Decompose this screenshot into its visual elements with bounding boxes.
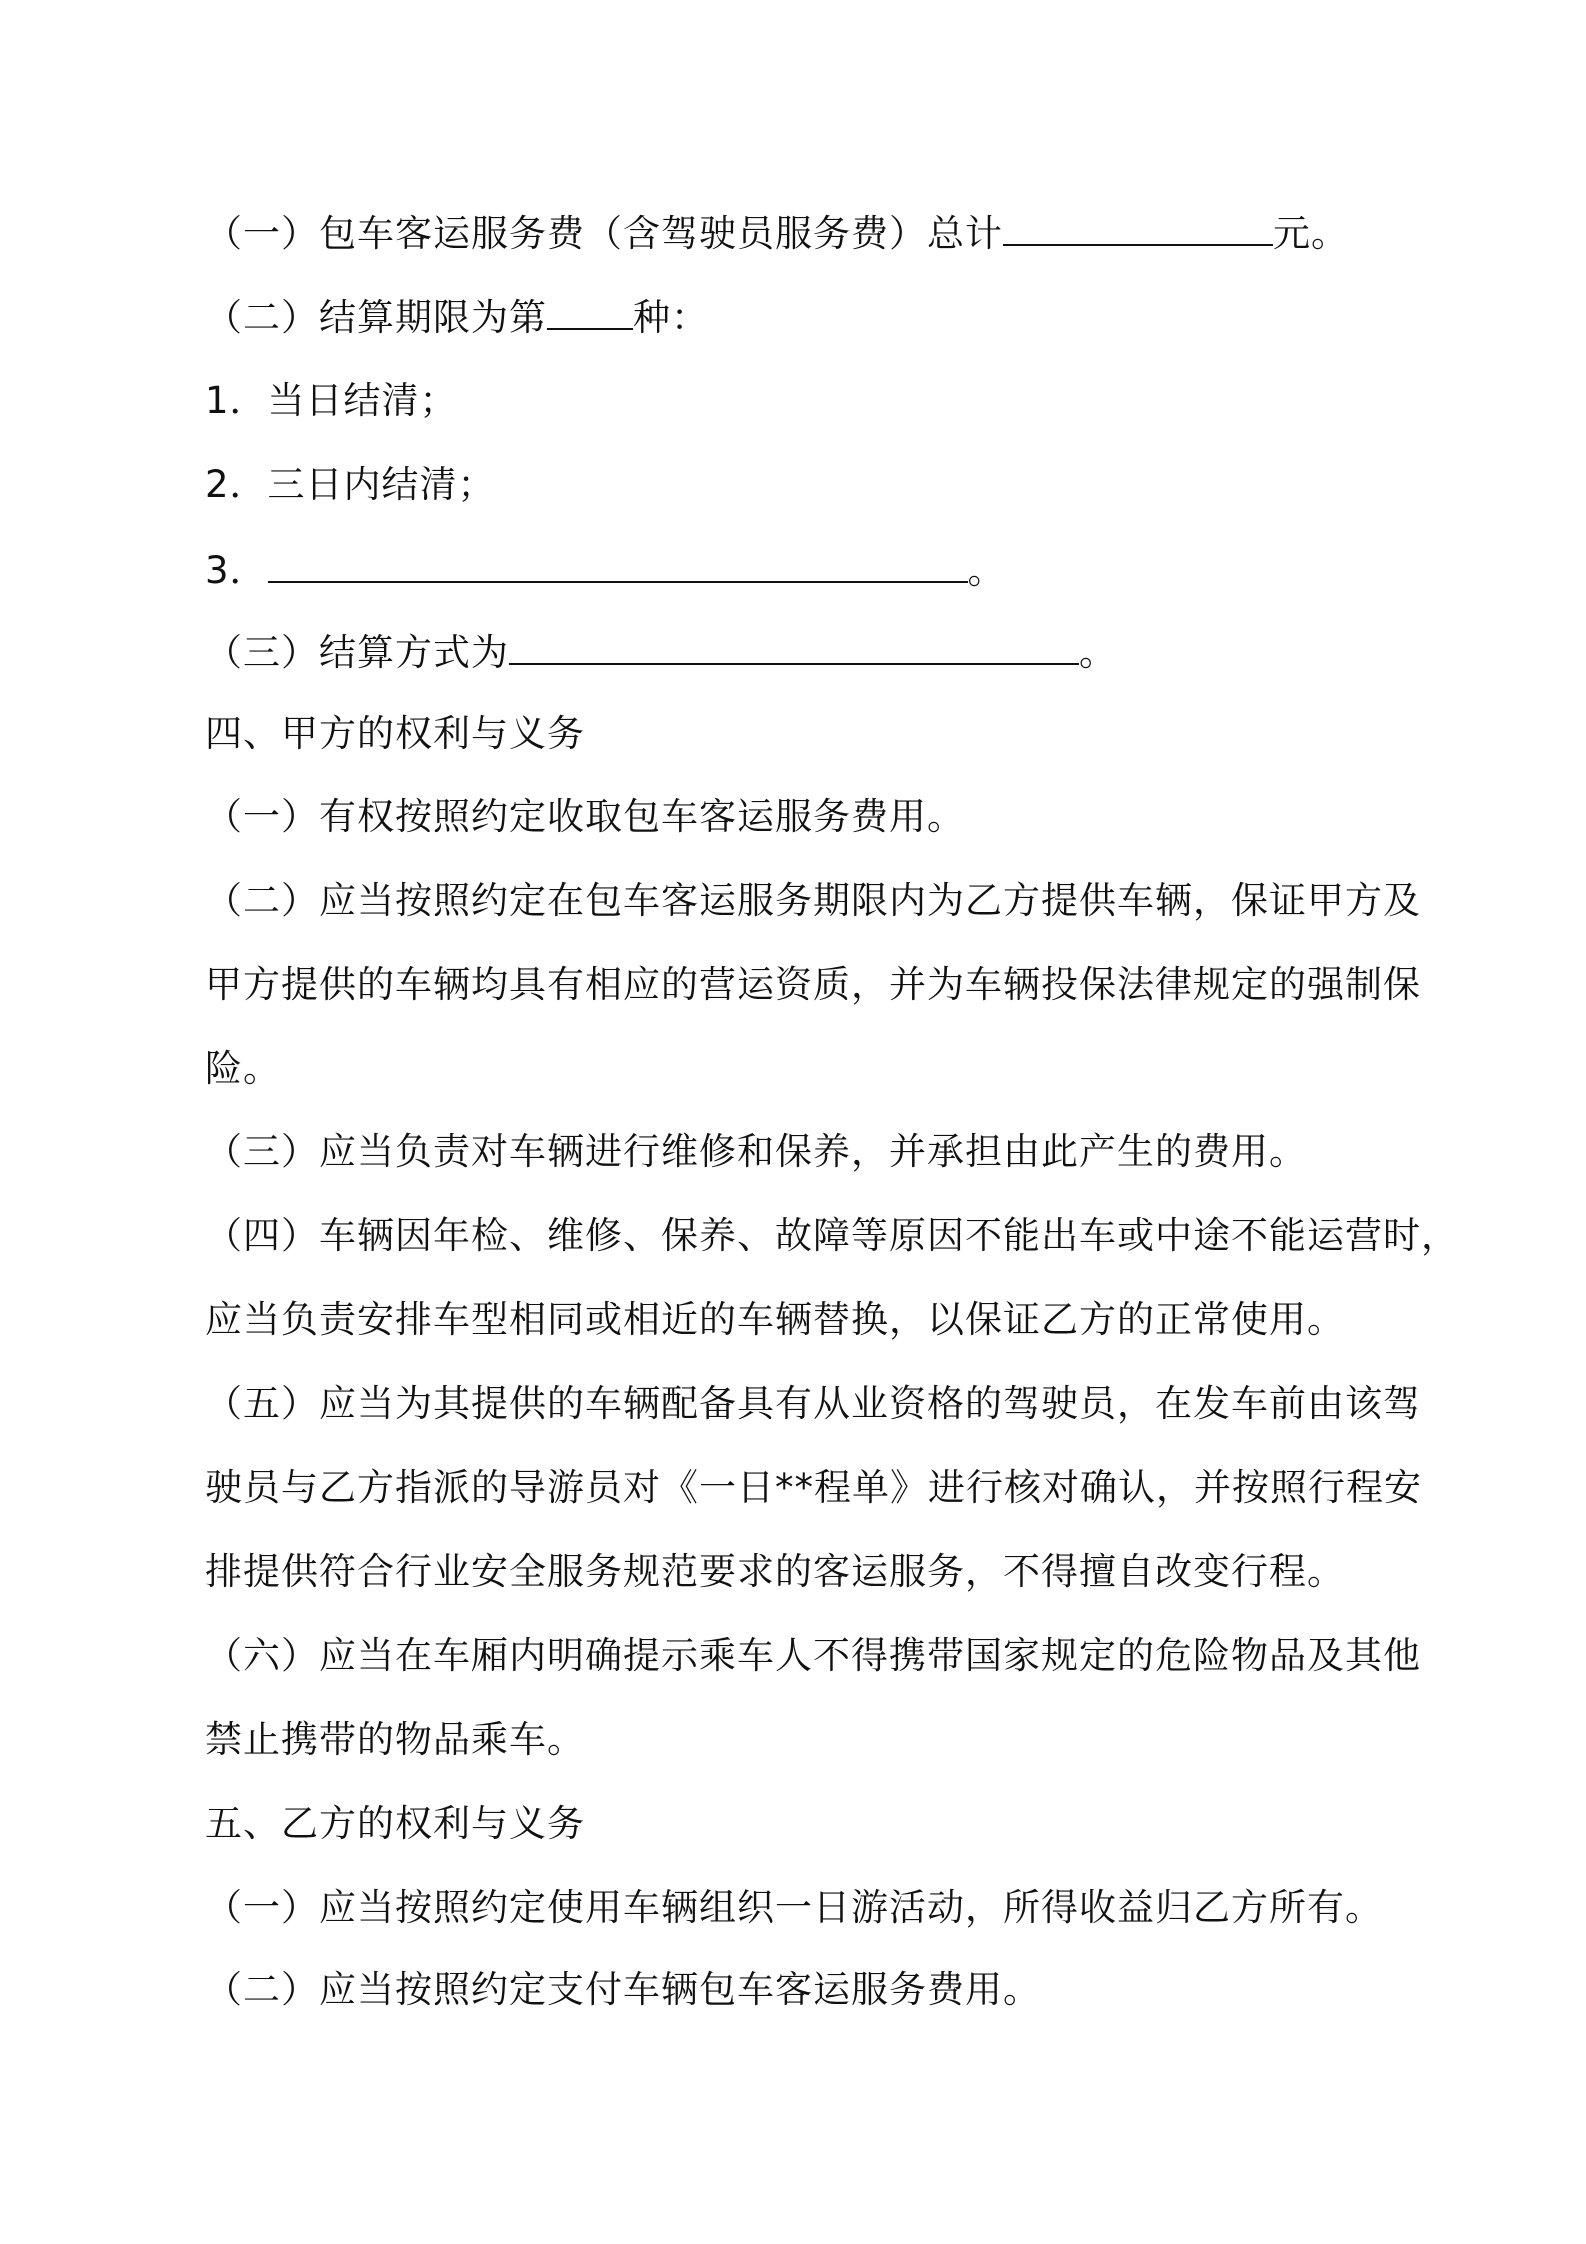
settlement-method-line	[205, 629, 1405, 677]
party-a-clause-2-line-1: （二）应当按照约定在包车客运服务期限内为乙方提供车辆，保证甲方及	[205, 879, 1421, 922]
party-a-clause-2-line-2: 甲方提供的车辆均具有相应的营运资质，并为车辆投保法律规定的强制保	[205, 963, 1421, 1006]
party-a-clause-5-line-3: 排提供符合行业安全服务规范要求的客运服务，不得擅自改变行程。	[205, 1550, 1345, 1593]
option-three-days: 2．三日内结清；	[205, 463, 496, 506]
option-same-day: 1．当日结清；	[205, 379, 458, 422]
section-heading-party-a: 四、甲方的权利与义务	[205, 712, 585, 755]
fee-total-line	[205, 210, 1405, 258]
option-other-suffix: 。	[967, 549, 1006, 592]
option-other-number: 3．	[205, 549, 268, 592]
settlement-period-blank	[547, 294, 633, 330]
fee-total-text: （一）包车客运服务费（含驾驶员服务费）总计	[205, 212, 1003, 255]
party-a-clause-3: （三）应当负责对车辆进行维修和保养，并承担由此产生的费用。	[205, 1130, 1307, 1173]
option-other-line	[205, 547, 1405, 595]
settlement-method-text: （三）结算方式为	[205, 631, 509, 674]
party-a-clause-4-line-1: （四）车辆因年检、维修、保养、故障等原因不能出车或中途不能运营时，	[205, 1214, 1459, 1257]
party-a-clause-6-line-2: 禁止携带的物品乘车。	[205, 1718, 585, 1761]
fee-total-blank	[1003, 210, 1273, 246]
party-a-clause-5-line-2: 驶员与乙方指派的导游员对《一日**程单》进行核对确认，并按照行程安	[205, 1466, 1422, 1509]
party-b-clause-2: （二）应当按照约定支付车辆包车客运服务费用。	[205, 1968, 1041, 2011]
section-heading-party-b: 五、乙方的权利与义务	[205, 1802, 585, 1845]
party-a-clause-6-line-1: （六）应当在车厢内明确提示乘车人不得携带国家规定的危险物品及其他	[205, 1634, 1421, 1677]
option-other-blank	[268, 547, 968, 583]
settlement-period-line	[205, 294, 1405, 342]
settlement-period-suffix: 种：	[633, 296, 709, 339]
party-a-clause-2-line-3: 险。	[205, 1047, 281, 1090]
party-a-clause-4-line-2: 应当负责安排车型相同或相近的车辆替换，以保证乙方的正常使用。	[205, 1298, 1345, 1341]
settlement-method-suffix: 。	[1079, 631, 1117, 674]
party-b-clause-1: （一）应当按照约定使用车辆组织一日游活动，所得收益归乙方所有。	[205, 1886, 1383, 1929]
party-a-clause-1: （一）有权按照约定收取包车客运服务费用。	[205, 795, 965, 838]
fee-total-suffix: 元。	[1273, 212, 1349, 255]
party-a-clause-5-line-1: （五）应当为其提供的车辆配备具有从业资格的驾驶员，在发车前由该驾	[205, 1382, 1421, 1425]
settlement-method-blank	[509, 629, 1079, 665]
settlement-period-text: （二）结算期限为第	[205, 296, 547, 339]
